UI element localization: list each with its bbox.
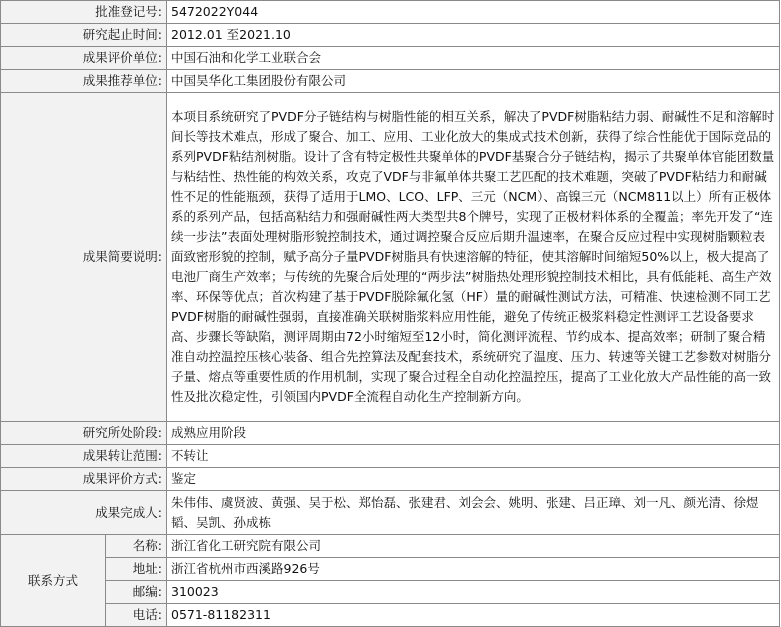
summary-value: 本项目系统研究了PVDF分子链结构与树脂性能的相互关系，解决了PVDF树脂粘结力弱、耐碱性不足和溶解时间长等技术难点，形成了聚合、加工、应用、工业化放大的集成式技术创新，获得了综合性能优于国际竞品的系列PVDF粘结剂树脂。设计了含有特定极性共聚单体的PVDF基聚合分子链结构，揭示了共聚单体官能团数量与粘结性、热性能的构效关系，攻克了VDF与非氟单体共聚工艺匹配的技术难题，突破了PVDF粘结力和耐碱性不足的性能瓶颈，获得了适用于LMO、LCO、LFP、三元（NCM）、高镍三元（NCM811以上）所有正极体系的系列产品，包括高粘结力和强耐碱性两大类型共8个牌号，实现了正极材料体系的全覆盖；率先开发了“连续一步法”表面处理树脂形貌控制技术，通过调控聚合反应后期升温速率，在聚合反应过程中实现树脂颗粒表面致密形貌的控制，赋予高分子量PVDF树脂具有快速溶解的特征，使其溶解时间缩短50%以上，极大提高了电池厂商生产效率；与传统的先聚合后处理的“两步法”树脂热处理形貌控制技术相比，具有低能耗、高生产效率、环保等优点；首次构建了基于PVDF脱除氟化氢（HF）量的耐碱性测试方法，可精准、快速检测不同工艺PVDF树脂的耐碱性强弱，直接准确关联树脂浆料应用性能，避免了传统正极浆料稳定性测评工艺设备要求高、步骤长等缺陷，测评周期由72小时缩短至12小时，简化测评流程、节约成本、提高效率；研制了聚合精准自动控温控压核心装备、组合先控算法及配套技术，系统研究了温度、压力、转速等关键工艺参数对树脂分子量、熔点等重要性质的作用机制，实现了聚合过程全自动化控温控压，提高了工业化放大产品性能的高一致性及批次稳定性，引领国内PVDF全流程自动化生产控制新方向。 [167, 93, 780, 422]
row-contact-postcode [1, 581, 780, 604]
contact-address-value: 浙江省杭州市西溪路926号 [167, 558, 780, 581]
row-summary [1, 93, 780, 422]
approval-no-label: 批准登记号: [1, 1, 167, 24]
row-research-period [1, 24, 780, 47]
evaluation-unit-value: 中国石油和化学工业联合会 [167, 47, 780, 70]
research-period-label: 研究起止时间: [1, 24, 167, 47]
row-transfer-scope [1, 445, 780, 468]
research-period-value: 2012.01 至2021.10 [167, 24, 780, 47]
research-stage-value: 成熟应用阶段 [167, 422, 780, 445]
contact-name-value: 浙江省化工研究院有限公司 [167, 535, 780, 558]
evaluation-method-label: 成果评价方式: [1, 468, 167, 491]
row-approval-no [1, 1, 780, 24]
completers-value: 朱伟伟、虞贤波、黄强、吴于松、郑怡磊、张建君、刘会会、姚明、张建、吕正璋、刘一凡、颜光清、徐煜韬、吴凯、孙成栋 [167, 491, 780, 535]
contact-name-label: 名称: [106, 535, 167, 558]
recommending-unit-label: 成果推荐单位: [1, 70, 167, 93]
transfer-scope-value: 不转让 [167, 445, 780, 468]
row-contact-name [1, 535, 780, 558]
row-evaluation-method [1, 468, 780, 491]
row-completers [1, 491, 780, 535]
row-contact-address [1, 558, 780, 581]
evaluation-unit-label: 成果评价单位: [1, 47, 167, 70]
research-stage-label: 研究所处阶段: [1, 422, 167, 445]
row-recommending-unit [1, 70, 780, 93]
row-research-stage [1, 422, 780, 445]
recommending-unit-value: 中国昊华化工集团股份有限公司 [167, 70, 780, 93]
completers-label: 成果完成人: [1, 491, 167, 535]
summary-label: 成果简要说明: [1, 93, 167, 422]
contact-phone-label: 电话: [106, 604, 167, 627]
row-contact-phone [1, 604, 780, 627]
transfer-scope-label: 成果转让范围: [1, 445, 167, 468]
contact-postcode-label: 邮编: [106, 581, 167, 604]
evaluation-method-value: 鉴定 [167, 468, 780, 491]
approval-no-value: 5472022Y044 [167, 1, 780, 24]
contact-address-label: 地址: [106, 558, 167, 581]
contact-postcode-value: 310023 [167, 581, 780, 604]
contact-phone-value: 0571-81182311 [167, 604, 780, 627]
contact-group-label: 联系方式 [1, 535, 106, 627]
row-evaluation-unit [1, 47, 780, 70]
